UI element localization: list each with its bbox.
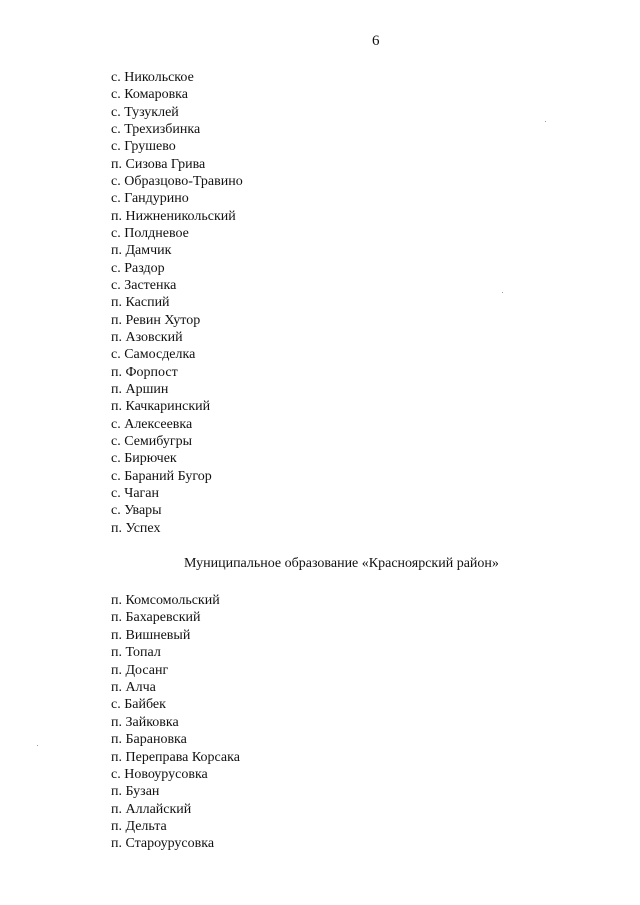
list-item: п. Староурусовка [111,836,215,852]
list-item: п. Аллайский [111,801,192,817]
list-item: п. Дельта [111,819,167,835]
list-item: п. Бузан [111,784,160,800]
list-item: п. Бахаревский [111,610,201,626]
list-item: п. Барановка [111,732,187,748]
section-heading: Муниципальное образование «Красноярский район» [184,556,499,571]
list-item: с. Новоурусовка [111,766,208,782]
page-number: 6 [372,33,380,49]
list-item: п. Каспий [111,295,170,311]
list-item: с. Никольское [111,70,194,85]
scan-speck [37,745,38,746]
list-item: п. Форпост [111,364,178,380]
list-item: п. Досанг [111,662,169,678]
list-item: с. Чаган [111,485,159,501]
list-item: с. Трехизбинка [111,121,201,137]
list-item: с. Раздор [111,260,165,276]
list-item: с. Гандурино [111,191,189,207]
scan-speck [545,121,546,122]
list-item: с. Застенка [111,277,177,293]
list-item: п. Азовский [111,329,183,345]
list-item: п. Дамчик [111,243,172,259]
list-item: с. Семибугры [111,433,193,449]
list-item: п. Алча [111,679,156,695]
list-item: п. Топал [111,645,161,661]
list-item: с. Бирючек [111,451,177,467]
list-item: с. Образцово-Травино [111,173,243,189]
list-item: с. Алексеевка [111,416,193,432]
list-item: п. Зайковка [111,714,179,730]
list-item: с. Бараний Бугор [111,468,212,484]
list-item: п. Нижненикольский [111,208,236,224]
list-item: п. Качкаринский [111,399,211,415]
list-item: с. Тузуклей [111,104,179,120]
list-item: п. Сизова Грива [111,156,206,172]
list-item: с. Увары [111,503,162,519]
list-item: с. Полдневое [111,225,189,241]
list-item: п. Аршин [111,381,169,397]
list-item: с. Байбек [111,697,166,713]
list-item: п. Ревин Хутор [111,312,201,328]
settlement-list-first [111,69,243,537]
list-item: с. Комаровка [111,87,188,103]
list-item: п. Вишневый [111,627,191,643]
scan-speck [502,292,503,293]
list-item: с. Грушево [111,139,176,155]
list-item: с. Самосделка [111,347,196,363]
list-item: п. Переправа Корсака [111,749,240,765]
list-item: п. Успех [111,520,161,536]
settlement-list-second [111,592,240,853]
list-item: п. Комсомольский [111,593,220,608]
